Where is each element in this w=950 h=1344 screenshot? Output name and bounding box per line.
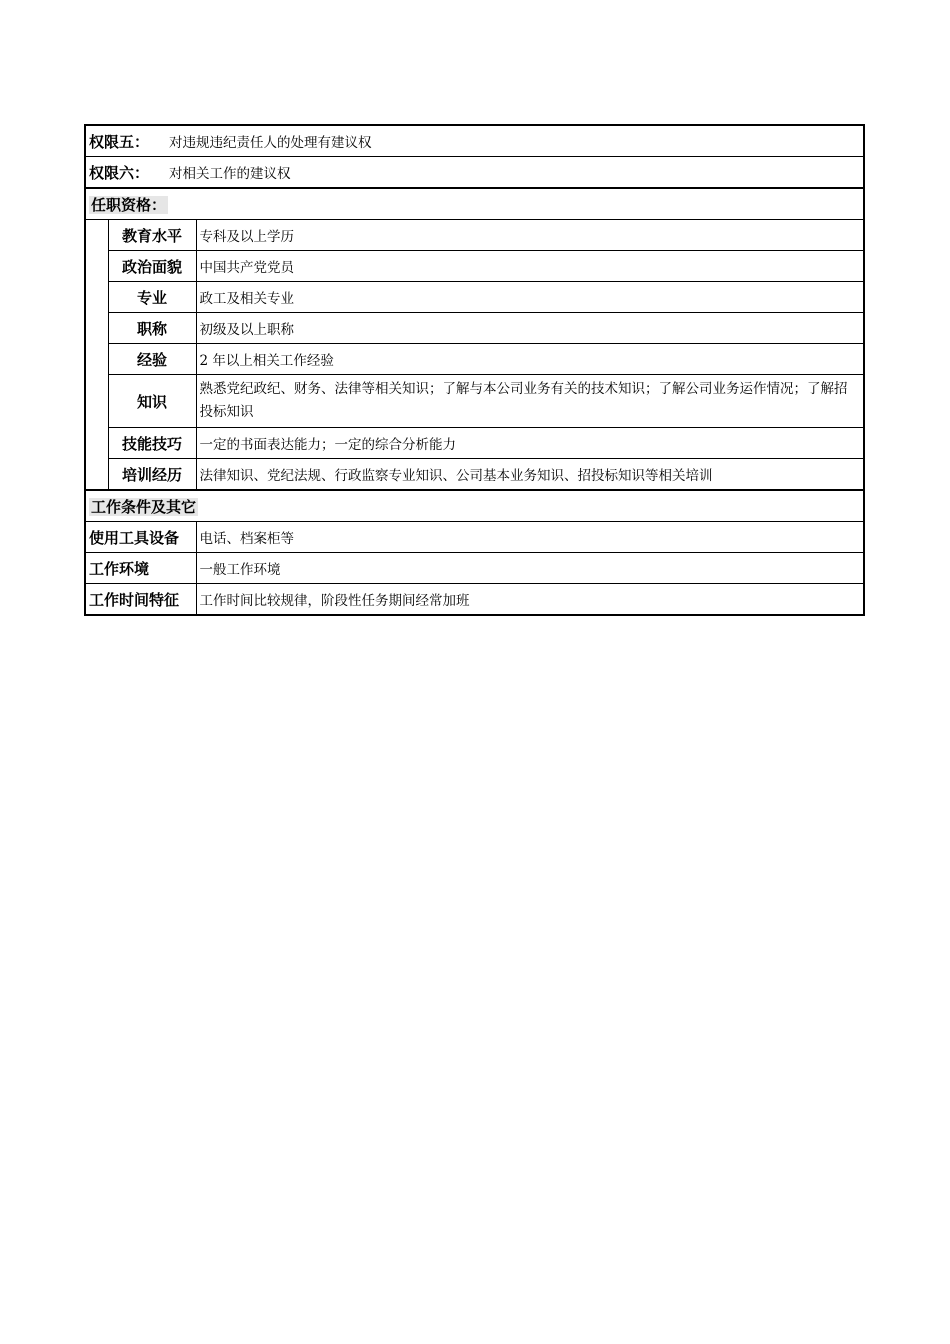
job-table — [84, 124, 865, 616]
qualification-row — [85, 428, 864, 459]
permission-row — [85, 157, 864, 189]
section-title: 任职资格： — [91, 195, 167, 214]
job-description-document — [84, 124, 865, 616]
permission-label: 权限五： — [89, 132, 150, 151]
permission-row — [85, 125, 864, 157]
qualification-row — [85, 220, 864, 251]
qualification-label: 知识 — [108, 375, 196, 428]
qualification-label: 经验 — [108, 344, 196, 375]
condition-row — [85, 553, 864, 584]
qualification-label: 教育水平 — [108, 220, 196, 251]
qualification-label: 技能技巧 — [108, 428, 196, 459]
qualification-value: 政工及相关专业 — [196, 282, 864, 313]
indent-spacer — [85, 220, 108, 491]
qualification-value: 专科及以上学历 — [196, 220, 864, 251]
qualification-row — [85, 375, 864, 428]
section-title: 工作条件及其它 — [91, 497, 197, 516]
qualification-label: 培训经历 — [108, 459, 196, 491]
condition-row — [85, 522, 864, 553]
qualification-value: 一定的书面表达能力；一定的综合分析能力 — [196, 428, 864, 459]
qualification-value: 中国共产党党员 — [196, 251, 864, 282]
qualification-label: 专业 — [108, 282, 196, 313]
qualification-label: 政治面貌 — [108, 251, 196, 282]
qualification-value: 初级及以上职称 — [196, 313, 864, 344]
qualification-value: 熟悉党纪政纪、财务、法律等相关知识；了解与本公司业务有关的技术知识；了解公司业务运作情况；了解招投标知识 — [196, 375, 864, 428]
qualification-row — [85, 344, 864, 375]
section-header-qualifications — [85, 188, 864, 220]
qualification-value: 法律知识、党纪法规、行政监察专业知识、公司基本业务知识、招投标知识等相关培训 — [196, 459, 864, 491]
condition-value: 电话、档案柜等 — [196, 522, 864, 553]
condition-label: 工作环境 — [85, 553, 196, 584]
qualification-row — [85, 459, 864, 491]
condition-label: 使用工具设备 — [85, 522, 196, 553]
qualification-row — [85, 282, 864, 313]
qualification-row — [85, 251, 864, 282]
qualification-value: 2 年以上相关工作经验 — [196, 344, 864, 375]
permission-text: 对相关工作的建议权 — [169, 165, 291, 182]
condition-row — [85, 584, 864, 616]
condition-label: 工作时间特征 — [85, 584, 196, 616]
permission-label: 权限六： — [89, 163, 150, 182]
condition-value: 一般工作环境 — [196, 553, 864, 584]
condition-value: 工作时间比较规律，阶段性任务期间经常加班 — [196, 584, 864, 616]
permission-text: 对违规违纪责任人的处理有建议权 — [169, 134, 372, 151]
qualification-row — [85, 313, 864, 344]
section-header-conditions — [85, 490, 864, 522]
qualification-label: 职称 — [108, 313, 196, 344]
